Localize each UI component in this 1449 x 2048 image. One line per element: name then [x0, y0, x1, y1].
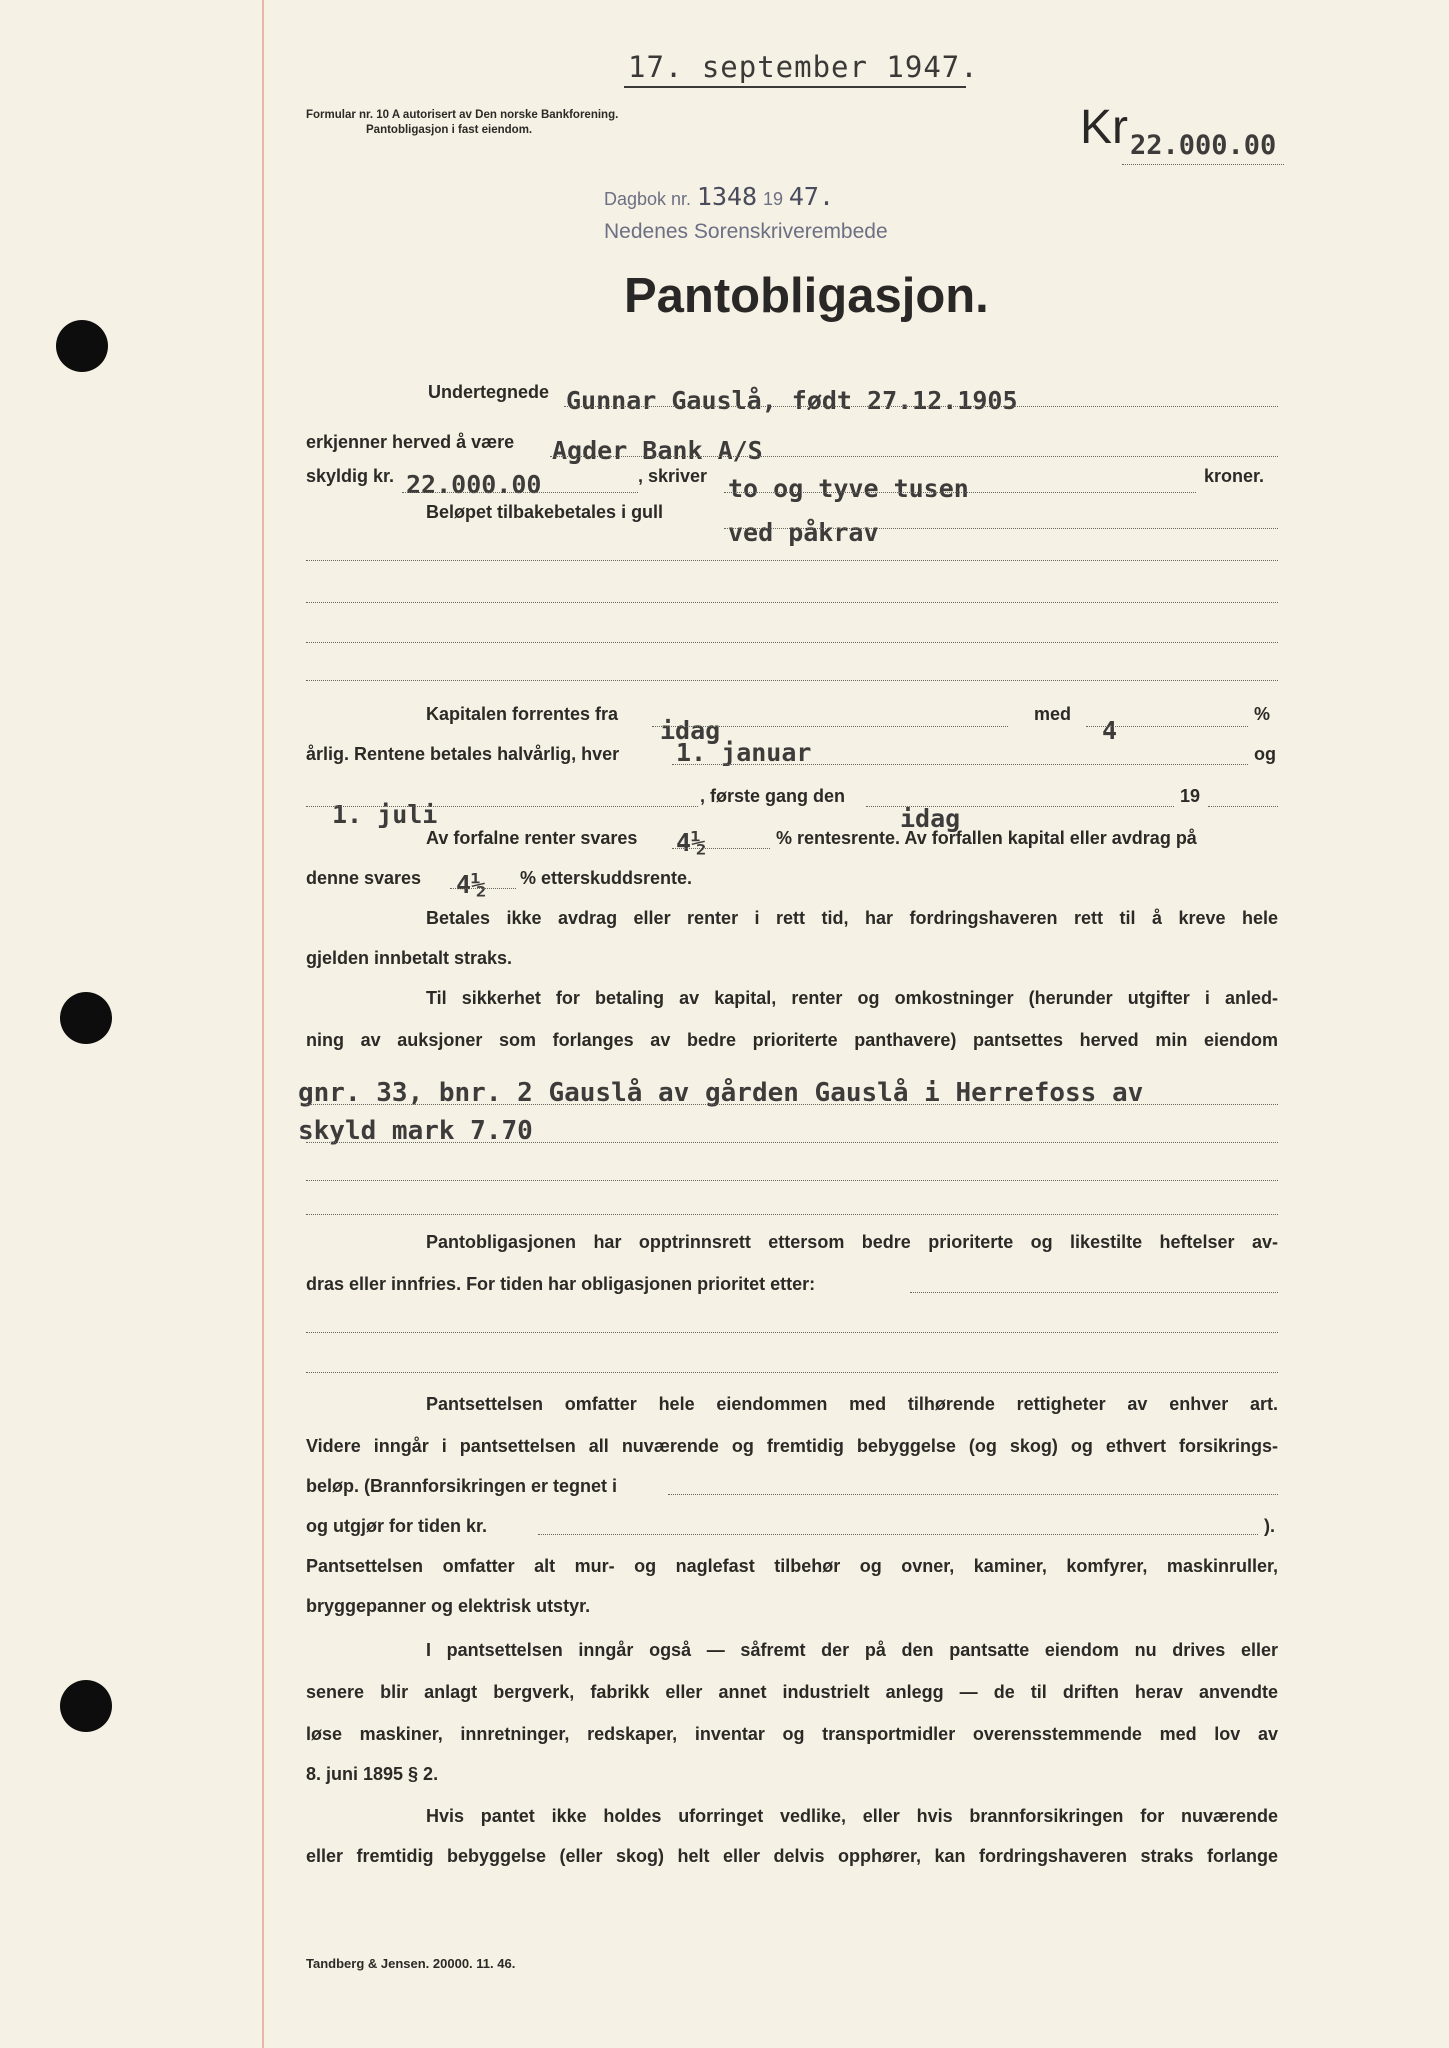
blank-line-4 — [306, 680, 1278, 681]
property-dots-1 — [306, 1104, 1278, 1105]
betales-line-1: Betales ikke avdrag eller renter i rett tid, har fordringshaveren rett til å kreve hele — [426, 908, 1278, 928]
rentesrente-label: % rentesrente. Av forfallen kapital eller avdrag på — [776, 828, 1197, 848]
year-line — [1208, 806, 1278, 807]
ogsa-line-3: løse maskiner, innretninger, redskaper, inventar og transportmidler overensstemmende med lov av — [306, 1724, 1278, 1744]
pant-line-2: dras eller innfries. For tiden har obligasjonen prioritet etter: — [306, 1274, 816, 1294]
form-note-line-2: Pantobligasjon i fast eiendom. — [366, 124, 533, 136]
dagbok-number: 1348 — [696, 182, 758, 211]
dagbok-prefix: Dagbok nr. — [604, 189, 692, 209]
rate-line — [1086, 726, 1248, 727]
belopet-line — [724, 528, 1278, 529]
kr-label: Kr — [1080, 101, 1128, 154]
belopet-label: Beløpet tilbakebetales i gull — [426, 502, 664, 522]
rentesrente-value: 4½ — [676, 828, 707, 857]
forste-line — [866, 806, 1174, 807]
punch-hole-bottom — [60, 1680, 112, 1732]
date-underline — [624, 86, 966, 88]
arlig-label: årlig. Rentene betales halvårlig, hver — [306, 744, 620, 764]
belopet-value: ved påkrav — [728, 518, 879, 547]
date-typed: 17. september 1947. — [628, 50, 979, 84]
omf-line-3: beløp. (Brannforsikringen er tegnet i — [306, 1476, 618, 1496]
kroner-label: kroner. — [1204, 466, 1265, 486]
betales-line-2: gjelden innbetalt straks. — [306, 948, 513, 968]
form-note-line-1: Formular nr. 10 A autorisert av Den norske Bankforening. — [306, 109, 619, 121]
omf-line-3-dots — [668, 1494, 1278, 1495]
erkjenner-value: Agder Bank A/S — [552, 436, 763, 465]
kapitalen-label: Kapitalen forrentes fra — [426, 704, 619, 724]
omf-line-4-end: ). — [1264, 1516, 1275, 1536]
juli-value: 1. juli — [332, 800, 438, 829]
office-stamp: Nedenes Sorenskriverembede — [604, 220, 888, 243]
ogsa-line-2: senere blir anlagt bergverk, fabrikk eller annet industrielt anlegg — de til driften herav anvendte — [306, 1682, 1278, 1702]
dagbok-year-prefix: 19 — [762, 189, 783, 209]
juli-line — [306, 806, 698, 807]
skriver-label: , skriver — [638, 466, 708, 486]
rentesrente-line — [672, 848, 770, 849]
rate-percent: % — [1254, 704, 1271, 724]
rate-value: 4 — [1102, 716, 1118, 745]
skriver-value: to og tyve tusen — [728, 474, 969, 503]
property-line-1: gnr. 33, bnr. 2 Gauslå av gården Gauslå i Herrefoss av — [298, 1078, 1144, 1108]
punch-hole-top — [56, 320, 108, 372]
skriver-line — [724, 492, 1196, 493]
omf-line-1: Pantsettelsen omfatter hele eiendommen med tilhørende rettigheter av enhver art. — [426, 1394, 1278, 1414]
hver-value: 1. januar — [676, 738, 812, 767]
undertegnede-line — [564, 406, 1278, 407]
med-label: med — [1034, 704, 1072, 724]
alt-line-2: bryggepanner og elektrisk utstyr. — [306, 1596, 591, 1616]
kapitalen-value: idag — [660, 716, 721, 745]
property-dots-2 — [306, 1142, 1278, 1143]
property-dots-4 — [306, 1214, 1278, 1215]
printer-footer: Tandberg & Jensen. 20000. 11. 46. — [306, 1956, 516, 1971]
ettersk-value: 4½ — [456, 870, 487, 899]
omf-line-4: og utgjør for tiden kr. — [306, 1516, 487, 1536]
ettersk-label: % etterskuddsrente. — [520, 868, 693, 888]
margin-line — [262, 0, 264, 2048]
forste-value: idag — [900, 804, 961, 833]
forste-label: , første gang den — [700, 786, 846, 806]
ogsa-line-1: I pantsettelsen inngår også — såfremt der på den pantsatte eiendom nu drives eller — [426, 1640, 1278, 1660]
page-title: Pantobligasjon. — [624, 269, 989, 323]
alt-line-1: Pantsettelsen omfatter alt mur- og naglefast tilbehør og ovner, kaminer, komfyrer, maskinruller, — [306, 1556, 1278, 1576]
omf-line-4-dots — [538, 1534, 1258, 1535]
blank-line-1 — [306, 560, 1278, 561]
undertegnede-label: Undertegnede — [428, 382, 550, 402]
hvis-line-1: Hvis pantet ikke holdes uforringet vedlike, eller hvis brannforsikringen for nuværende — [426, 1806, 1278, 1826]
ettersk-line — [450, 888, 516, 889]
skyldig-line — [402, 492, 638, 493]
kr-amount: 22.000.00 — [1130, 130, 1277, 161]
blank-line-2 — [306, 602, 1278, 603]
erkjenner-label: erkjenner herved å være — [306, 432, 515, 452]
hvis-line-2: eller fremtidig bebyggelse (eller skog) helt eller delvis opphører, kan fordringshaveren straks forlange — [306, 1846, 1278, 1866]
prioritet-dots-2 — [306, 1332, 1278, 1333]
omf-line-2: Videre inngår i pantsettelsen all nuværende og fremtidig bebyggelse (og skog) og ethvert forsikrings- — [306, 1436, 1278, 1456]
blank-line-3 — [306, 642, 1278, 643]
ogsa-line-4: 8. juni 1895 § 2. — [306, 1764, 439, 1784]
undertegnede-value: Gunnar Gauslå, født 27.12.1905 — [566, 386, 1018, 415]
prioritet-dots-3 — [306, 1372, 1278, 1373]
punch-hole-middle — [60, 992, 112, 1044]
hver-line — [672, 764, 1248, 765]
denne-label: denne svares — [306, 868, 422, 888]
property-line-2: skyld mark 7.70 — [298, 1116, 533, 1146]
prioritet-line — [910, 1292, 1278, 1293]
skyldig-label: skyldig kr. — [306, 466, 395, 486]
til-line-2: ning av auksjoner som forlanges av bedre prioriterte panthavere) pantsettes herved min eiendom — [306, 1030, 1278, 1050]
forfalne-label: Av forfalne renter svares — [426, 828, 638, 848]
dagbok-stamp — [604, 182, 834, 211]
property-dots-3 — [306, 1180, 1278, 1181]
pant-line-1: Pantobligasjonen har opptrinnsrett ettersom bedre prioriterte og likestilte heftelser av- — [426, 1232, 1278, 1252]
og-label: og — [1254, 744, 1276, 764]
til-line-1: Til sikkerhet for betaling av kapital, renter og omkostninger (herunder utgifter i anled- — [426, 988, 1278, 1008]
skyldig-value: 22.000.00 — [406, 470, 542, 499]
dagbok-year: 47. — [788, 182, 834, 211]
nineteen-label: 19 — [1180, 786, 1201, 806]
kr-amount-line — [1122, 164, 1284, 165]
erkjenner-line — [550, 456, 1278, 457]
kapitalen-line — [652, 726, 1008, 727]
